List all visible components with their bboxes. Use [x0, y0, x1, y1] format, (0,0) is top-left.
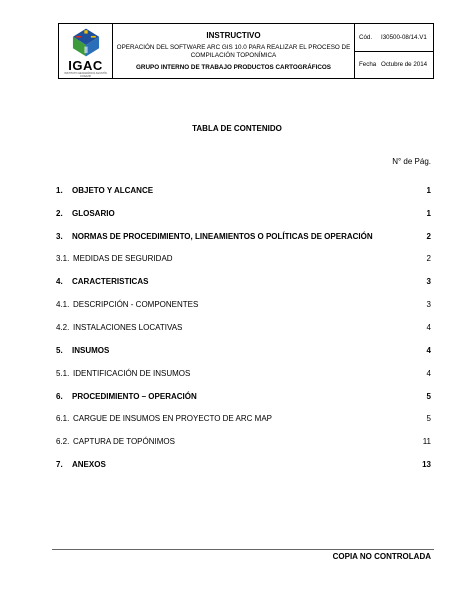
logo-cell: [59, 24, 113, 78]
toc-entry-page: 4: [426, 369, 431, 378]
toc-entry-number: 5.: [56, 346, 63, 355]
toc-entry-title: INSUMOS: [72, 346, 110, 355]
logo-text: IGAC: [68, 58, 103, 73]
toc-entry-number: 6.2.: [56, 437, 70, 446]
toc-entry: [56, 208, 431, 219]
date-label: Fecha: [359, 61, 377, 69]
toc-entry-page: 13: [422, 460, 431, 469]
toc-entry-title: OBJETO Y ALCANCE: [72, 186, 154, 195]
header-center: [113, 24, 355, 78]
footer-divider: [52, 549, 434, 550]
date-row: [355, 51, 433, 79]
toc-entry-number: 7.: [56, 460, 63, 469]
toc-entry-title: DESCRIPCIÓN - COMPONENTES: [73, 300, 199, 309]
toc-entry: [56, 299, 431, 310]
toc-entry: [56, 276, 431, 287]
code-label: Cód.: [359, 33, 373, 41]
toc-entry: [56, 459, 431, 470]
toc-entry-page: 5: [426, 392, 431, 401]
toc-entry: [56, 436, 431, 447]
toc-entry: [56, 322, 431, 333]
toc-entry: [56, 231, 431, 242]
toc-entry-number: 3.: [56, 232, 63, 241]
toc-entry-number: 6.1.: [56, 414, 70, 423]
toc-entry-title: IDENTIFICACIÓN DE INSUMOS: [73, 369, 191, 378]
toc-entry: [56, 413, 431, 424]
footer-text: COPIA NO CONTROLADA: [332, 552, 431, 561]
document-type: INSTRUCTIVO: [206, 31, 261, 40]
toc-entry-title: PROCEDIMIENTO – OPERACIÓN: [72, 392, 197, 401]
toc-entry-page: 3: [426, 277, 431, 286]
document-description: OPERACIÓN DEL SOFTWARE ARC GIS 10.0 PARA REALIZAR EL PROCESO DE COMPILACIÓN TOPONÍMICA: [116, 44, 351, 59]
toc-entry-page: 5: [426, 414, 431, 423]
toc-entry-title: CAPTURA DE TOPÓNIMOS: [73, 437, 175, 446]
toc-entry-number: 2.: [56, 209, 63, 218]
toc-entry-number: 5.1.: [56, 369, 70, 378]
page-number-header: N° de Pág.: [392, 157, 431, 166]
igac-logo-icon: [66, 27, 106, 58]
toc-entry-page: 1: [426, 209, 431, 218]
toc-entry: [56, 345, 431, 356]
toc-entry-page: 4: [426, 323, 431, 332]
logo-subtext: INSTITUTO GEOGRÁFICO AGUSTÍN CODAZZI: [64, 72, 107, 78]
toc-entry-page: 1: [426, 186, 431, 195]
date-value: Octubre de 2014: [381, 61, 428, 69]
toc-entry-page: 4: [426, 346, 431, 355]
toc-entry-page: 2: [426, 254, 431, 263]
toc-entry-number: 3.1.: [56, 254, 70, 263]
toc-entry-number: 1.: [56, 186, 63, 195]
toc-entry-page: 11: [422, 437, 431, 446]
code-row: [355, 24, 433, 51]
toc-entry: [56, 253, 431, 264]
toc-entry-title: ANEXOS: [72, 460, 106, 469]
toc-entry-number: 4.2.: [56, 323, 70, 332]
document-group: GRUPO INTERNO DE TRABAJO PRODUCTOS CARTOGRÁFICOS: [136, 64, 331, 71]
document-header: [58, 23, 434, 79]
toc-entry-number: 4.: [56, 277, 63, 286]
toc-entry-number: 4.1.: [56, 300, 70, 309]
toc-entry-title: CARGUE DE INSUMOS EN PROYECTO DE ARC MAP: [73, 414, 272, 423]
toc-entry: [56, 185, 431, 196]
toc-entry: [56, 368, 431, 379]
toc-entry-number: 6.: [56, 392, 63, 401]
toc-entry-title: CARACTERISTICAS: [72, 277, 149, 286]
toc-entry-title: MEDIDAS DE SEGURIDAD: [73, 254, 173, 263]
toc-entry-title: INSTALACIONES LOCATIVAS: [73, 323, 183, 332]
toc-entry-title: GLOSARIO: [72, 209, 115, 218]
toc-entry-page: 3: [426, 300, 431, 309]
toc-title: TABLA DE CONTENIDO: [192, 124, 282, 133]
toc-entry-title: NORMAS DE PROCEDIMIENTO, LINEAMIENTOS O POLÍTICAS DE OPERACIÓN: [72, 232, 373, 241]
code-value: I30500-08/14.V1: [381, 33, 427, 41]
toc-entry: [56, 391, 431, 402]
header-meta: [355, 24, 433, 78]
toc-entry-page: 2: [426, 232, 431, 241]
